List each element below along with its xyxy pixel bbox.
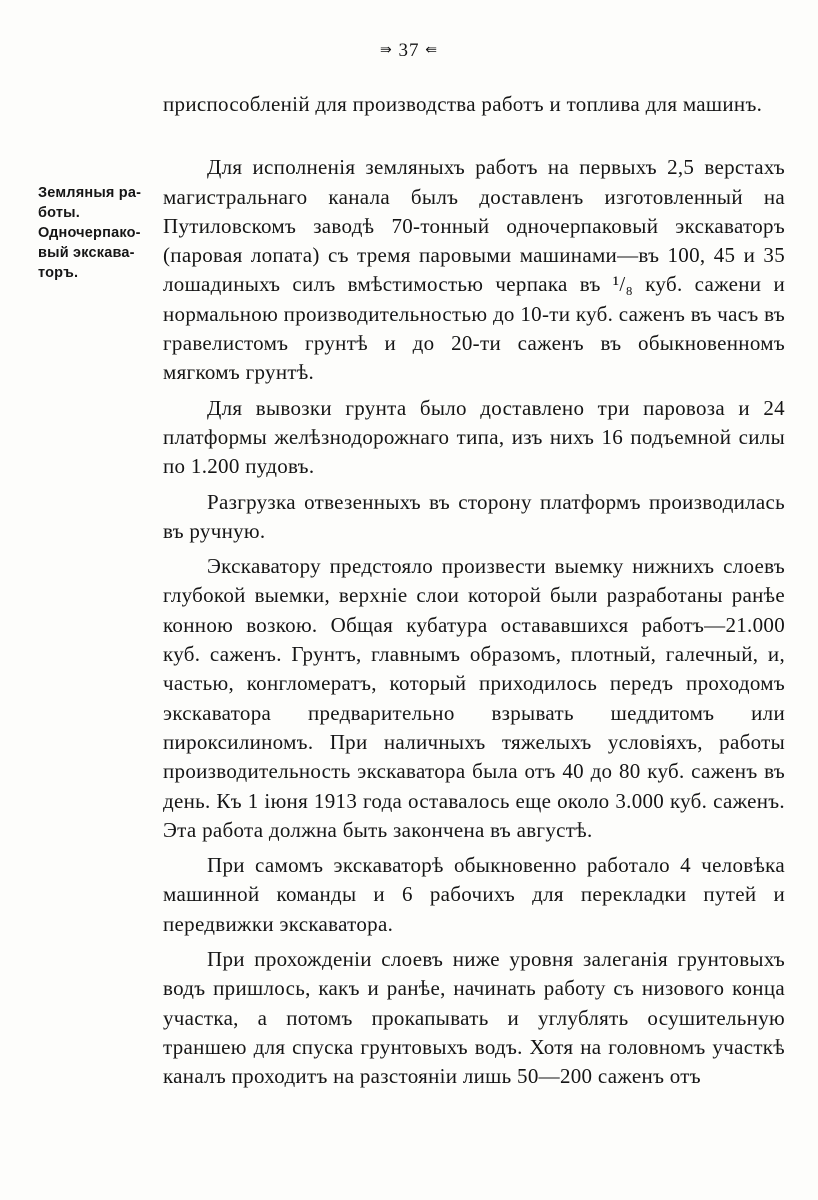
margin-note-line: боты. — [38, 205, 80, 221]
page-header — [0, 40, 818, 62]
margin-note-line: Земляныя ра- — [38, 185, 142, 201]
margin-note-line: вый экскава- — [38, 245, 135, 261]
paragraph: При самомъ экскаваторѣ обыкновенно работало 4 человѣка машинной команды и 6 рабочихъ для перекладки путей и передвижки экскаватора. — [163, 853, 785, 936]
paragraph: Разгрузка отвезенныхъ въ сторону платформъ производилась въ ручную. — [163, 489, 785, 543]
paragraph-continued: приспособленій для производства работъ и топлива для машинъ. — [163, 92, 763, 116]
margin-note-line: Одночерпако- — [38, 225, 141, 241]
margin-note-line: торъ. — [38, 265, 79, 281]
paragraph: Экскаватору предстояло произвести выемку нижнихъ слоевъ глубокой выемки, верхніе слои которой были разработаны ранѣе конною возкою. Общая кубатура остававшихся работъ—21.000 куб. саженъ. Грунтъ, главнымъ образомъ, плотный, галечный, и, частью, конгломератъ, который приходилось передъ проходомъ экскаватора предварительно взрывать шеддитомъ или пироксилиномъ. При наличныхъ тяжелыхъ условіяхъ, работы производительность экскаватора была отъ 40 до 80 куб. саженъ въ день. Къ 1 іюня 1913 года оставалось еще около 3.000 куб. саженъ. Эта работа должна быть закончена въ августѣ. — [163, 554, 785, 842]
ornament-left-icon: ⇛ — [380, 42, 393, 58]
body-text — [163, 90, 785, 1092]
paragraph: Для исполненія земляныхъ работъ на первыхъ 2,5 верстахъ магистральнаго канала былъ доставленъ изготовленный на Путиловскомъ заводѣ 70-тонный одночерпаковый экскаваторъ (паровая лопата) съ тремя паровыми машинами—въ 100, 45 и 35 лошадиныхъ силъ вмѣстимостью черпака въ ¹/₈ куб. сажени и нормальною производительностью до 10-ти куб. саженъ въ часъ въ гравелистомъ грунтѣ и до 20-ти саженъ въ обыкновенномъ мягкомъ грунтѣ. — [163, 155, 785, 385]
paragraph: При прохожденіи слоевъ ниже уровня залеганія грунтовыхъ водъ пришлось, какъ и ранѣе, начинать работу съ низового конца участка, а потомъ прокапывать и углублять осушительную траншею для спуска грунтовыхъ водъ. Хотя на головномъ участкѣ каналъ проходитъ на разстояніи лишь 50—200 саженъ отъ — [163, 947, 785, 1089]
ornament-right-icon: ⇚ — [425, 42, 438, 58]
paragraph: Для вывозки грунта было доставлено три паровоза и 24 платформы желѣзнодорожнаго типа, изъ нихъ 16 подъемной силы по 1.200 пудовъ. — [163, 395, 785, 479]
page-number: 37 — [398, 40, 420, 61]
margin-note — [38, 183, 166, 283]
